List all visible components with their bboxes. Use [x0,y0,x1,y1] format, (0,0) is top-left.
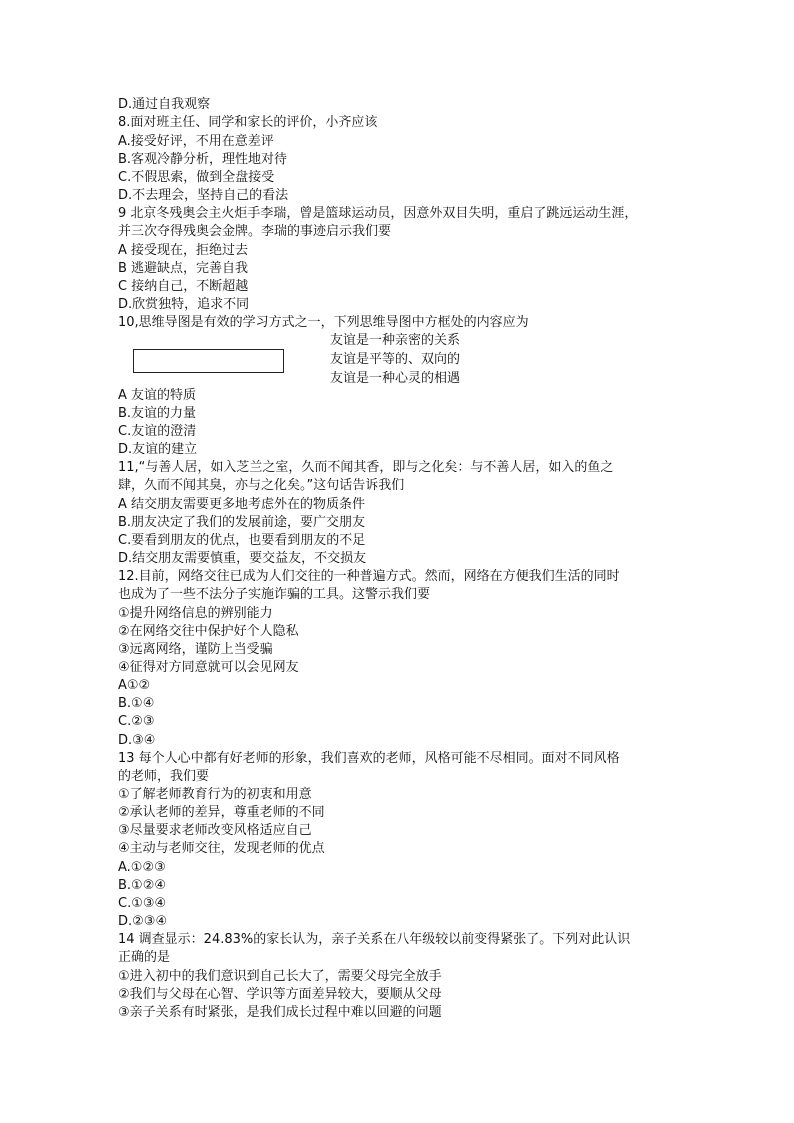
q11-option-d: D.结交朋友需要慎重，要交益友，不交损友 [118,551,367,566]
q9-option-b: B 逃避缺点，完善自我 [118,261,249,276]
q11-option-b: B.朋友决定了我们的发展前途，要广交朋友 [118,515,366,530]
q13-stem-line1: 13 每个人心中都有好老师的形象，我们喜欢的老师，风格可能不尽相同。面对不同风格 [118,751,620,766]
q11-option-c: C.要看到朋友的优点，也要看到朋友的不足 [118,533,366,548]
q12-option-d: D.③④ [118,733,156,748]
q12-item: ④征得对方同意就可以会见网友 [118,660,299,675]
q12-stem-line2: 也成为了一些不法分子实施诈骗的工具。这警示我们要 [118,587,431,602]
q11-option-a: A 结交朋友需要更多地考虑外在的物质条件 [118,497,366,512]
q8-option-a: A.接受好评，不用在意差评 [118,134,274,149]
q12-stem-line1: 12.目前，网络交往已成为人们交往的一种普遍方式。然而，网络在方便我们生活的同时 [118,569,620,584]
q13-option-a: A.①②③ [118,860,166,875]
q9-option-a: A 接受现在，拒绝过去 [118,243,249,258]
mind-map-item: 友谊是一种亲密的关系 [330,333,461,348]
q12-item: ①提升网络信息的辨别能力 [118,606,273,621]
q8-stem: 8.面对班主任、同学和家长的评价，小齐应该 [118,115,378,130]
q11-stem-line1: 11,“与善人居，如入芝兰之室，久而不闻其香，即与之化矣：与不善人居，如入的鱼之 [118,460,614,475]
q8-option-c: C.不假思索，做到全盘接受 [118,170,275,185]
q14-stem-line1: 14 调查显示：24.83%的家长认为，亲子关系在八年级较以前变得紧张了。下列对此认识 [118,932,631,947]
q13-option-d: D.②③④ [118,914,168,929]
q13-option-c: C.①③④ [118,896,167,911]
q9-stem-line2: 并三次夺得残奥会金牌。李瑞的事迹启示我们要 [118,224,392,239]
q10-option-c: C.友谊的澄清 [118,424,197,439]
q11-stem-line2: 肆，久而不闻其臭，亦与之化矣。”这句话告诉我们 [118,478,405,493]
q10-option-b: B.友谊的力量 [118,406,197,421]
q13-item: ③尽量要求老师改变风格适应自己 [118,823,312,838]
q12-option-a: A①② [118,678,151,693]
q10-option-a: A 友谊的特质 [118,388,197,403]
q13-item: ①了解老师教育行为的初衷和用意 [118,787,312,802]
q8-option-b: B.客观冷静分析，理性地对待 [118,152,288,167]
q14-item: ①进入初中的我们意识到自己长大了，需要父母完全放手 [118,969,442,984]
q9-stem-line1: 9 北京冬残奥会主火炬手李瑞，曾是篮球运动员，因意外双目失明，重启了跳远运动生涯， [118,206,638,221]
q13-item: ②承认老师的差异，尊重老师的不同 [118,805,325,820]
q14-item: ③亲子关系有时紧张，是我们成长过程中难以回避的问题 [118,1005,442,1020]
q13-option-b: B.①②④ [118,878,167,893]
q12-option-c: C.②③ [118,714,155,729]
q10-stem: 10,思维导图是有效的学习方式之一，下列思维导图中方框处的内容应为 [118,315,529,330]
mind-map-blank-box [133,349,284,373]
q12-item: ②在网络交往中保护好个人隐私 [118,624,299,639]
q9-option-c: C 接纳自己，不断超越 [118,279,249,294]
q13-item: ④主动与老师交往，发现老师的优点 [118,841,325,856]
q14-stem-line2: 正确的是 [118,950,171,965]
q10-option-d: D.友谊的建立 [118,442,198,457]
q12-item: ③远离网络，谨防上当受骗 [118,642,273,657]
q14-item: ②我们与父母在心智、学识等方面差异较大，要顺从父母 [118,987,442,1002]
q13-stem-line2: 的老师，我们要 [118,769,210,784]
q12-option-b: B.①④ [118,696,155,711]
q9-option-d: D.欣赏独特，追求不同 [118,297,250,312]
mind-map-item: 友谊是平等的、双向的 [330,352,461,367]
q7-option-d: D.通过自我观察 [118,97,211,112]
q8-option-d: D.不去理会，坚持自己的看法 [118,188,289,203]
mind-map-item: 友谊是一种心灵的相遇 [330,371,461,386]
